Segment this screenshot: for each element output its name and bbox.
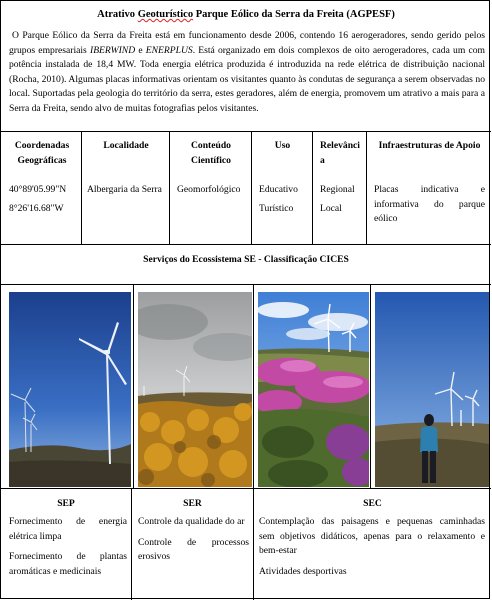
header-relevancia-line2: a [320, 154, 325, 166]
title-spellcheck-word: Geoturístico [137, 9, 194, 20]
photo-turbines-heather-flowers [258, 292, 369, 487]
sec-item-1-line3: bem-estar [259, 545, 297, 556]
intro-text-3: . Está organizado em dois complexos de oito aerogeradores, cada um com potência instalada de 18,4 MW. Toda energia elétrica produzida é introduzida na rede elétrica de distribuição nacional (Rocha, 2010). Algumas placas informativas orientam os visitantes quanto às condutas de segurança a serem observadas no local. Suportadas pela geologia do território da serra, estes geradores, além de energia, promovem um atrativo a mais para a Serra da Freita, sendo alvo de muitas fotografias pelos visitantes. [9, 44, 485, 114]
header-relevancia [314, 139, 366, 168]
table-top-border [1, 131, 491, 132]
cell-uso [259, 183, 312, 216]
title-prefix: Atrativo [97, 9, 138, 20]
photo-wind-turbines-blue-sky [9, 292, 131, 487]
photo-divider-3 [370, 284, 371, 488]
header-conteudo-line1: Conteúdo [191, 140, 231, 151]
col-divider-2 [169, 131, 170, 244]
ser-item-2-line1: Controle de processos [138, 536, 249, 548]
section-sep-label: SEP [57, 498, 75, 509]
intro-text-2: e [135, 44, 146, 56]
col-divider-5 [366, 131, 367, 244]
cell-localidade: Albergaria da Serra [87, 184, 162, 195]
header-conteudo [171, 139, 251, 168]
photos-top-border [1, 284, 491, 285]
intro-company-1: IBERWIND [90, 44, 136, 56]
section-ser-content [138, 515, 249, 565]
coordinate-latitude: 40°89'05.99"N [9, 184, 67, 195]
intro-paragraph [9, 29, 485, 117]
cell-coordinates [9, 183, 81, 216]
ser-item-1: Controle da qualidade do ar [138, 516, 245, 527]
infra-line-3: eólico [374, 213, 398, 224]
relevancia-item-1: Regional [320, 184, 355, 195]
cell-infraestruturas [374, 183, 485, 227]
infra-line-2: informativa do parque [374, 198, 485, 210]
sep-item-2-line2: aromáticas e medicinais [9, 565, 102, 577]
intro-text-1: O Parque Eólico da Serra da Freita está em funcionamento desde 2006, contendo 16 aerogeradores, sendo gerido pelos grupos empresariais [9, 30, 485, 56]
col-divider-4 [312, 131, 313, 244]
uso-item-2: Turístico [259, 202, 294, 214]
photo-turbine-gorse-cloudy [138, 292, 252, 487]
sep-item-1-line1: Fornecimento de energia [9, 516, 127, 527]
header-conteudo-line2: Científico [191, 154, 231, 166]
ser-item-2-line2: erosivos [138, 551, 170, 562]
header-coordinates-line1: Coordenadas [14, 140, 70, 151]
sep-item-2-line1: Fornecimento de plantas [9, 551, 127, 562]
section-sec-content [259, 515, 485, 579]
services-title: Serviços do Ecossistema SE - Classificação CICES [143, 254, 349, 265]
section-sec-label: SEC [363, 498, 382, 509]
header-infraestruturas: Infraestruturas de Apoio [378, 140, 481, 151]
sec-item-1-line2: sem objetivos didáticos, apenas para o relaxamento e [259, 530, 485, 542]
record-title [1, 9, 491, 20]
sec-item-2: Atividades desportivas [259, 565, 347, 577]
header-uso: Uso [274, 140, 291, 151]
uso-item-1: Educativo [259, 184, 298, 195]
sep-item-1-line2: elétrica limpa [9, 530, 62, 542]
cell-conteudo: Geomorfológico [177, 184, 241, 195]
cell-relevancia [320, 183, 366, 216]
col-divider-1 [81, 131, 82, 244]
services-top-border [1, 244, 491, 245]
coordinate-longitude: 8°26'16.68"W [9, 202, 64, 214]
section-sep-content [9, 515, 127, 579]
header-coordinates [3, 139, 81, 168]
relevancia-item-2: Local [320, 202, 342, 214]
intro-company-2: ENERPLUS [145, 44, 193, 56]
sec-item-1-line1: Contemplação das paisagens e pequenas caminhadas [259, 516, 485, 527]
header-relevancia-line1: Relevânci [320, 140, 360, 151]
sections-top-border [1, 488, 491, 489]
section-ser-label: SER [183, 498, 202, 509]
infra-line-1: Placas indicativa e [374, 184, 485, 195]
photo-visitor-near-turbines [375, 292, 489, 487]
photo-divider-2 [253, 284, 254, 488]
header-localidade: Localidade [103, 140, 149, 151]
header-coordinates-line2: Geográficas [17, 154, 67, 166]
photo-divider-1 [133, 284, 134, 488]
title-rest: Parque Eólico da Serra da Freita (AGPESF) [193, 9, 395, 20]
col-divider-3 [251, 131, 252, 244]
